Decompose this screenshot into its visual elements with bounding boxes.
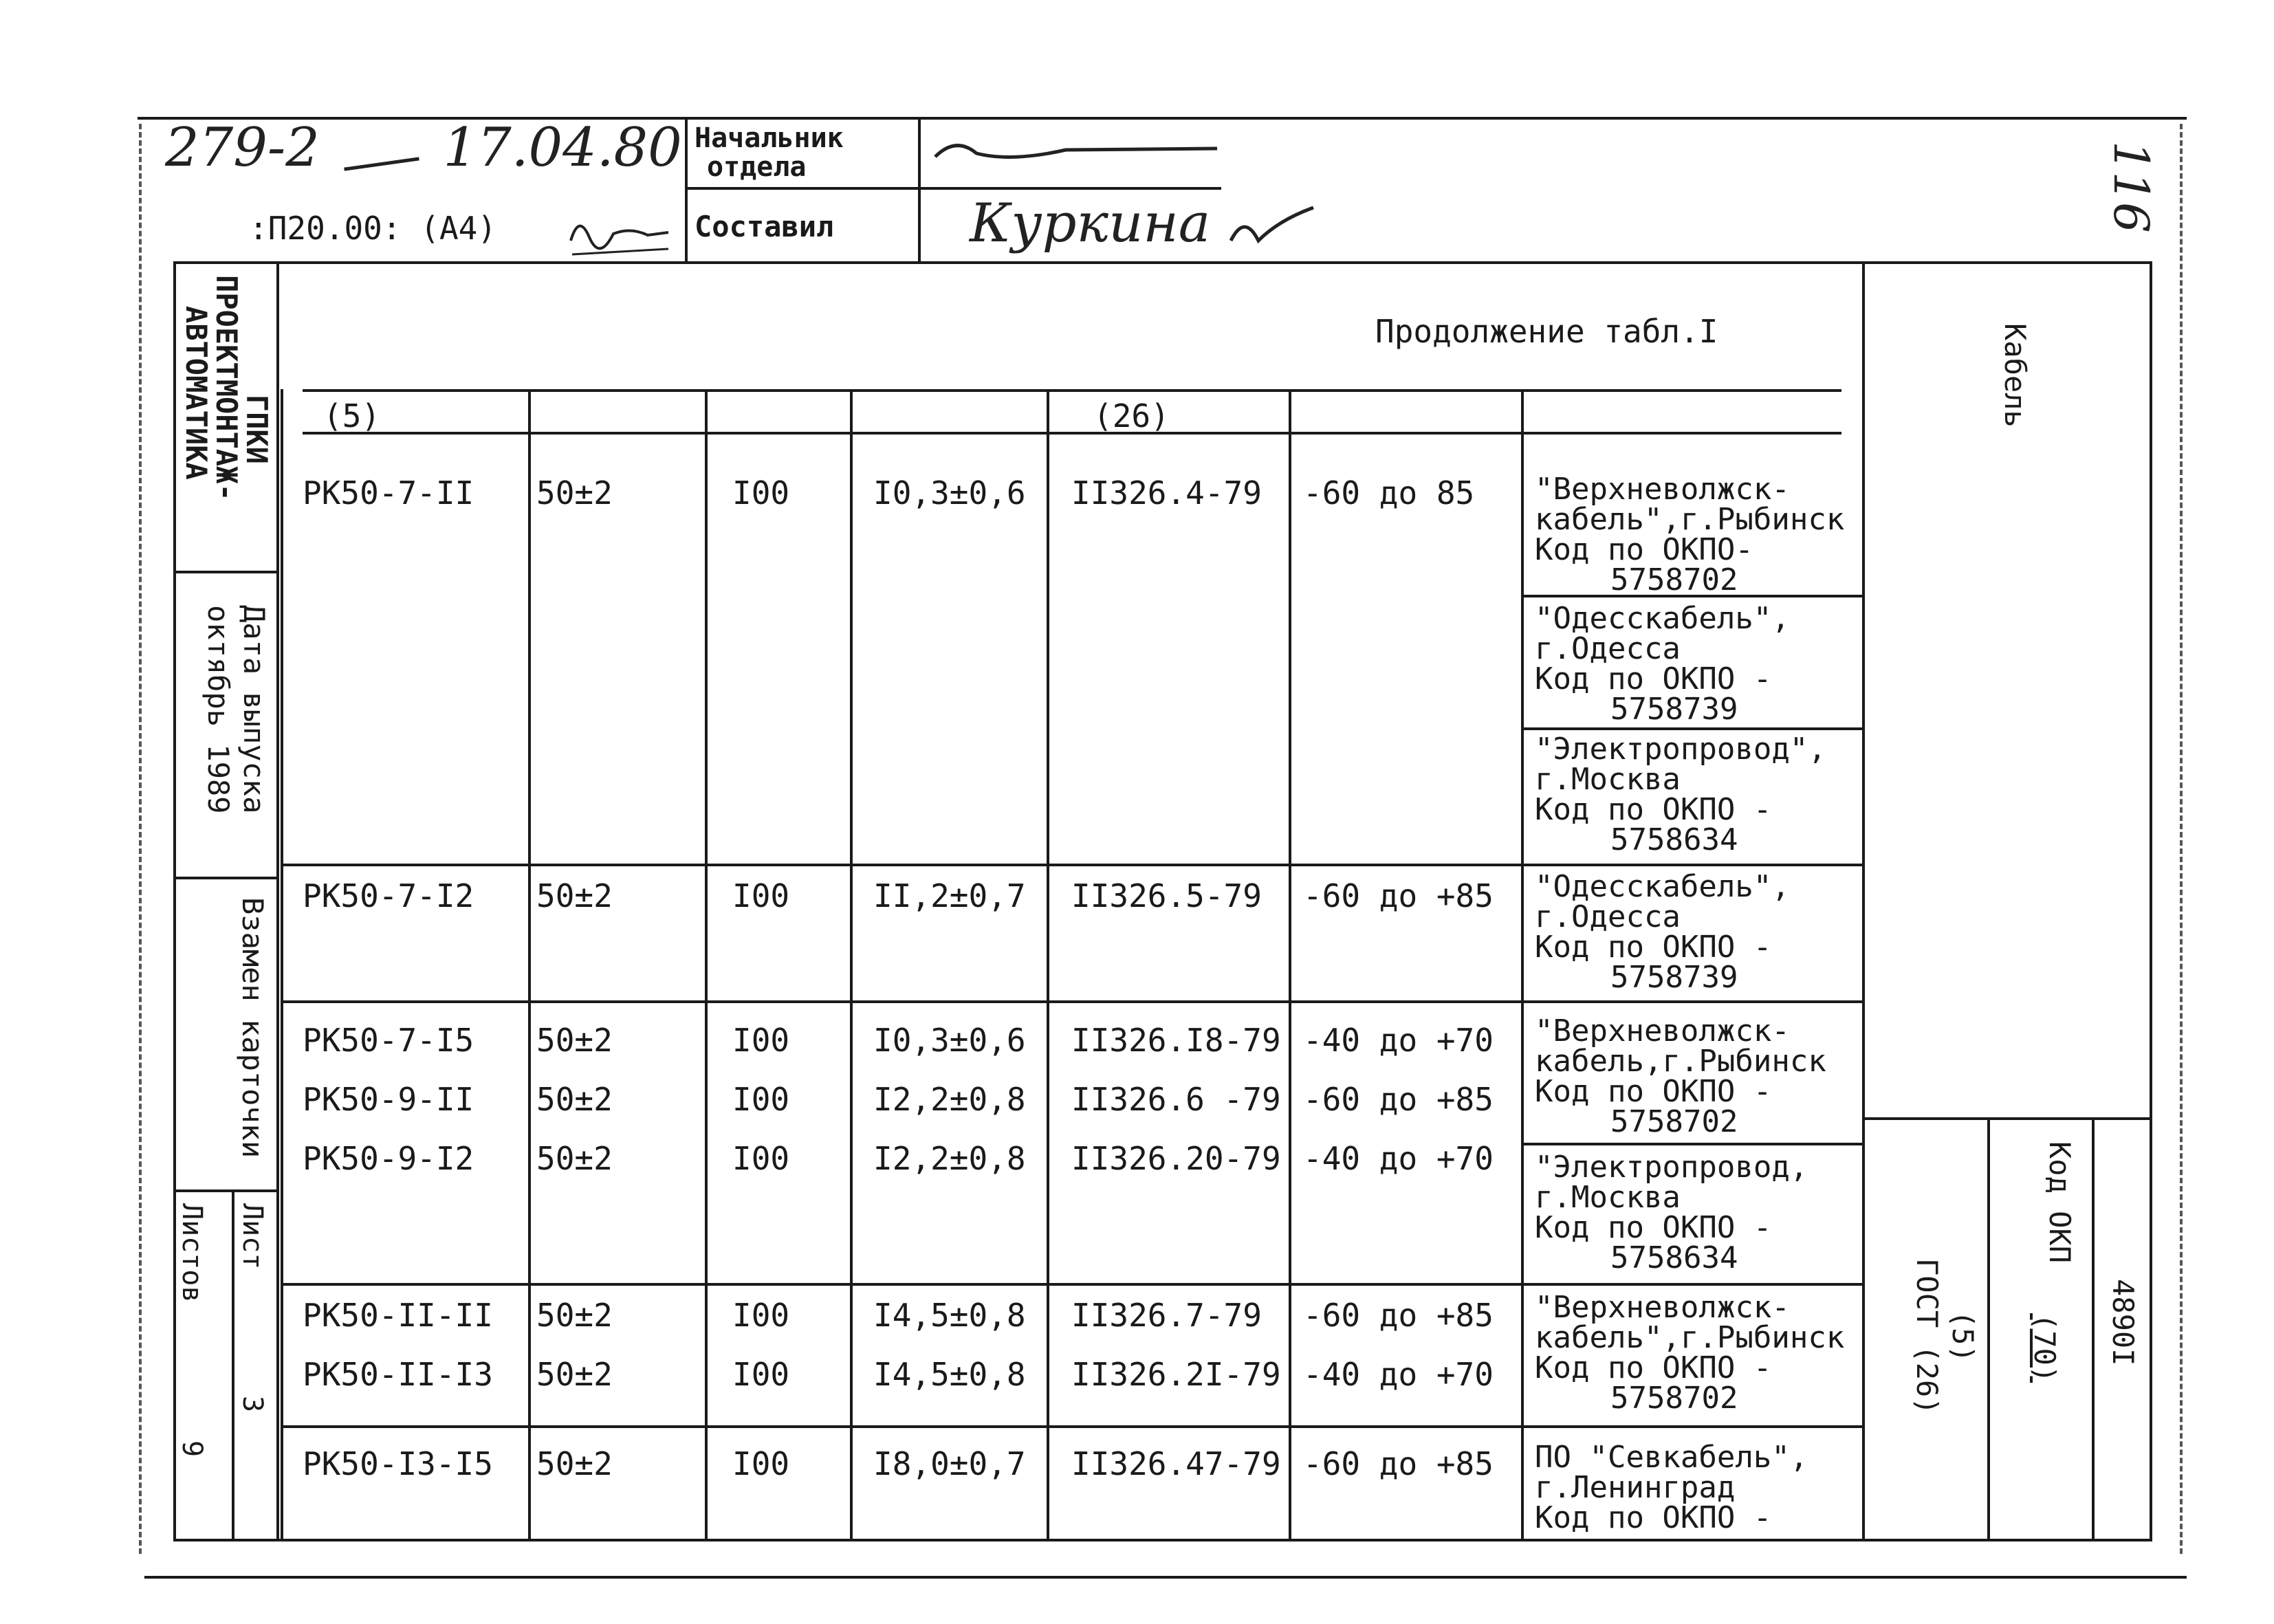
manufacturer-entry: "Одесскабель", г.Одесса Код по ОКПО - 5758739 xyxy=(1535,601,1790,727)
impedance: 50±2 xyxy=(536,1022,613,1059)
frame-right xyxy=(2150,261,2152,1541)
manufacturer-entry: ПО "Севкабель", г.Ленинград Код по ОКПО - xyxy=(1535,1440,1808,1535)
release-date: Дата выпуска октябрь 1989 xyxy=(201,605,271,814)
table-head-rule-top xyxy=(303,389,1841,392)
signature-mark xyxy=(565,206,675,269)
left-col-rule-3 xyxy=(173,1189,276,1192)
temperature-range: -60 до +85 xyxy=(1303,1081,1494,1118)
okp-code-label: Код ОКП xyxy=(2043,1141,2077,1264)
header-top-rule xyxy=(138,117,2187,120)
length: I00 xyxy=(732,1445,790,1482)
left-col-rule-2 xyxy=(173,877,276,879)
length: I00 xyxy=(732,1081,790,1118)
left-col-rule-1 xyxy=(173,571,276,573)
impedance: 50±2 xyxy=(536,1297,613,1334)
manufacturer-entry: "Верхневолжск- кабель",г.Рыбинск Код по ОКПО - 5758702 xyxy=(1535,1290,1845,1416)
okp-sub-label: (70) xyxy=(2028,1313,2062,1383)
length: I00 xyxy=(732,474,790,512)
manufacturer-entry: "Верхневолжск- кабель",г.Рыбинск Код по ОКПО- 5758702 xyxy=(1535,472,1845,597)
col-rule-0 xyxy=(281,389,283,1541)
cable-mark: РК50-I3-I5 xyxy=(303,1445,493,1482)
temperature-range: -40 до +70 xyxy=(1303,1356,1494,1393)
sheet-label: Лист xyxy=(237,1203,268,1270)
right-col-divider-2 xyxy=(2092,1117,2095,1541)
spec-number: II326.2I-79 xyxy=(1071,1356,1281,1393)
temperature-range: -60 до +85 xyxy=(1303,877,1494,914)
diameter: I0,3±0,6 xyxy=(873,1022,1026,1059)
right-column-edge xyxy=(1862,261,1865,1541)
spec-number: II326.4-79 xyxy=(1071,474,1262,512)
cable-mark: РК50-7-II xyxy=(303,474,474,512)
diameter: I2,2±0,8 xyxy=(873,1140,1026,1177)
cable-mark: РК50-II-I3 xyxy=(303,1356,493,1393)
bottom-outer-rule xyxy=(144,1576,2187,1579)
manufacturer-entry: "Верхневолжск- кабель,г.Рыбинск Код по ОКПО - 5758702 xyxy=(1535,1013,1826,1139)
product-name: Кабель xyxy=(1998,323,2032,428)
cable-mark: РК50-9-I2 xyxy=(303,1140,474,1177)
sheets-label: Листов xyxy=(176,1203,208,1303)
impedance: 50±2 xyxy=(536,1081,613,1118)
temperature-range: -40 до +70 xyxy=(1303,1140,1494,1177)
impedance: 50±2 xyxy=(536,877,613,914)
manufacturer-entry: "Электропровод", г.Москва Код по ОКПО - 5758634 xyxy=(1535,732,1826,857)
diameter: II,2±0,7 xyxy=(873,877,1026,914)
impedance: 50±2 xyxy=(536,1445,613,1482)
handwritten-reference: 279-2 17.04.80 xyxy=(165,117,682,179)
diameter: I0,3±0,6 xyxy=(873,474,1026,512)
length: I00 xyxy=(732,1297,790,1334)
head-of-department-label: Начальник отдела xyxy=(695,122,844,183)
temperature-range: -40 до +70 xyxy=(1303,1022,1494,1059)
length: I00 xyxy=(732,877,790,914)
cable-mark: РК50-II-II xyxy=(303,1297,493,1334)
spec-number: II326.5-79 xyxy=(1071,877,1262,914)
diameter: I4,5±0,8 xyxy=(873,1297,1026,1334)
temperature-range: -60 до +85 xyxy=(1303,1297,1494,1334)
frame-left xyxy=(173,261,176,1541)
cable-mark: РК50-7-I2 xyxy=(303,877,474,914)
cable-mark: РК50-9-II xyxy=(303,1081,474,1118)
table-head-rule-bottom xyxy=(303,432,1841,435)
manufacturer-entry: "Электропровод, г.Москва Код по ОКПО - 5758634 xyxy=(1535,1150,1808,1275)
frame-bottom xyxy=(173,1539,2152,1541)
col-rule-4 xyxy=(1047,389,1049,1541)
page-mark: 116 xyxy=(2103,141,2159,233)
group-rule-4 xyxy=(281,1425,1862,1428)
spec-number: II326.6 -79 xyxy=(1071,1081,1281,1118)
col-rule-2 xyxy=(705,389,708,1541)
frame-top xyxy=(173,261,2152,264)
table-caption: Продолжение табл.I xyxy=(1375,313,1718,350)
cable-mark: РК50-7-I5 xyxy=(303,1022,474,1059)
spec-number: II326.20-79 xyxy=(1071,1140,1281,1177)
organization-name: ГПКИ ПРОЕКТМОНТАЖ- АВТОМАТИКА xyxy=(179,275,274,501)
diameter: I2,2±0,8 xyxy=(873,1081,1026,1118)
right-cut-line xyxy=(2180,124,2183,1554)
group-rule-3 xyxy=(281,1283,1862,1286)
doc-code: :П20.00: (А4) xyxy=(249,210,497,247)
group-rule-1 xyxy=(281,864,1862,866)
signature-scribble-icon xyxy=(565,206,675,261)
spec-number: II326.I8-79 xyxy=(1071,1022,1281,1059)
length: I00 xyxy=(732,1140,790,1177)
mfr-rule-2 xyxy=(1521,727,1862,730)
gost-label: (5) ГОСТ (26) xyxy=(1910,1258,1980,1415)
col-rule-6 xyxy=(1521,389,1524,1541)
impedance: 50±2 xyxy=(536,1356,613,1393)
group-rule-2 xyxy=(281,1000,1862,1003)
replaces-card-label: Взамен карточки xyxy=(236,897,270,1159)
col-rule-1 xyxy=(528,389,531,1541)
compiled-signature: Куркина xyxy=(970,193,1211,254)
left-cut-line xyxy=(139,124,142,1554)
compiled-signature-flourish xyxy=(1224,199,1320,261)
left-column-edge xyxy=(276,261,279,1541)
header-mid-rule xyxy=(685,187,1221,190)
col-header-5: (5) xyxy=(323,397,381,435)
impedance: 50±2 xyxy=(536,474,613,512)
compiled-by-label: Составил xyxy=(695,210,834,243)
col-rule-5 xyxy=(1289,389,1291,1541)
right-col-divider-1 xyxy=(1987,1117,1990,1541)
length: I00 xyxy=(732,1022,790,1059)
temperature-range: -60 до +85 xyxy=(1303,1445,1494,1482)
spec-number: II326.47-79 xyxy=(1071,1445,1281,1482)
length: I00 xyxy=(732,1356,790,1393)
impedance: 50±2 xyxy=(536,1140,613,1177)
head-signature xyxy=(928,129,1231,184)
sheet-value: 3 xyxy=(237,1396,268,1413)
manufacturer-entry: "Одесскабель", г.Одесса Код по ОКПО - 5758739 xyxy=(1535,869,1790,995)
sheets-value: 9 xyxy=(176,1440,208,1458)
temperature-range: -60 до 85 xyxy=(1303,474,1475,512)
right-col-rule xyxy=(1862,1117,2150,1120)
diameter: I4,5±0,8 xyxy=(873,1356,1026,1393)
col-header-26: (26) xyxy=(1093,397,1170,435)
diameter: I8,0±0,7 xyxy=(873,1445,1026,1482)
col-rule-3 xyxy=(850,389,853,1541)
left-col-sheet-divider xyxy=(232,1189,234,1541)
okp-code-value: 4890I xyxy=(2106,1279,2140,1366)
mfr-rule-3 xyxy=(1521,1143,1862,1145)
spec-number: II326.7-79 xyxy=(1071,1297,1262,1334)
